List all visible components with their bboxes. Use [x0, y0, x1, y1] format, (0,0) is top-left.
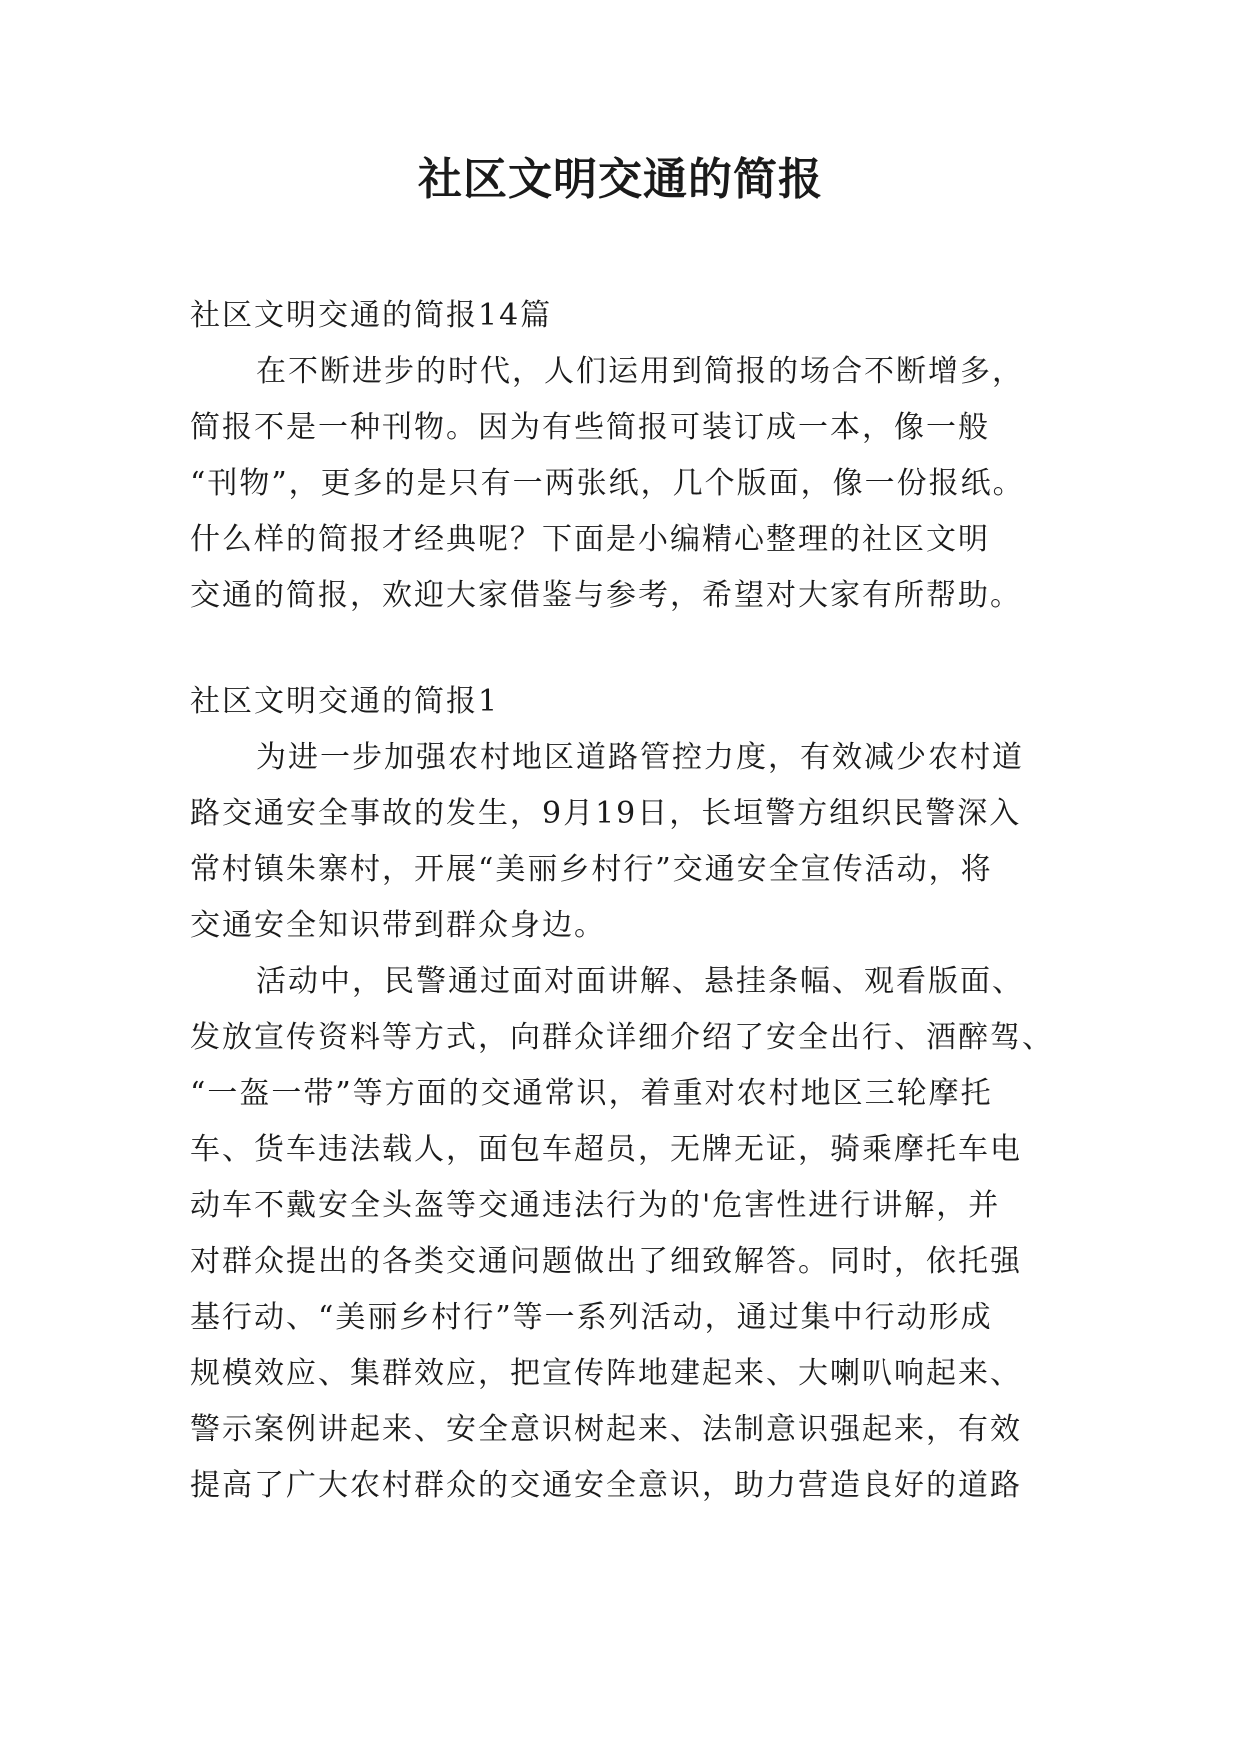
paragraph-line: 交通安全知识带到群众身边。	[190, 908, 606, 943]
intro-line: 简报不是一种刊物。因为有些简报可装订成一本，像一般	[190, 410, 990, 445]
paragraph-line: 基行动、“美丽乡村行”等一系列活动，通过集中行动形成	[190, 1300, 993, 1335]
paragraph-line: 发放宣传资料等方式，向群众详细介绍了安全出行、酒醉驾、	[190, 1020, 1054, 1055]
paragraph-line: 车、货车违法载人，面包车超员，无牌无证，骑乘摩托车电	[190, 1132, 1022, 1167]
intro-paragraph-cont	[190, 400, 1070, 624]
intro-line: 交通的简报，欢迎大家借鉴与参考，希望对大家有所帮助。	[190, 578, 1022, 613]
paragraph-line: 提高了广大农村群众的交通安全意识，助力营造良好的道路	[190, 1468, 1022, 1503]
section-heading: 社区文明交通的简报1	[190, 684, 500, 719]
paragraph-line: “一盔一带”等方面的交通常识，着重对农村地区三轮摩托	[190, 1076, 993, 1111]
intro-paragraph	[190, 344, 1070, 400]
section-paragraph-1-cont	[190, 786, 1070, 954]
intro-line: 在不断进步的时代，人们运用到简报的场合不断增多，	[256, 354, 1024, 389]
section-paragraph-2	[190, 954, 1070, 1010]
paragraph-line: 规模效应、集群效应，把宣传阵地建起来、大喇叭响起来、	[190, 1356, 1022, 1391]
paragraph-line: 活动中，民警通过面对面讲解、悬挂条幅、观看版面、	[256, 964, 1024, 999]
section-paragraph-2-cont	[190, 1010, 1070, 1514]
document-body	[190, 288, 1070, 1514]
intro-line: 什么样的简报才经典呢？下面是小编精心整理的社区文明	[190, 522, 990, 557]
paragraph-line: 常村镇朱寨村，开展“美丽乡村行”交通安全宣传活动，将	[190, 852, 993, 887]
section-paragraph-1	[190, 730, 1070, 786]
intro-line: “刊物”，更多的是只有一两张纸，几个版面，像一份报纸。	[190, 466, 1025, 501]
paragraph-line: 路交通安全事故的发生，9月19日，长垣警方组织民警深入	[190, 796, 1022, 831]
paragraph-line: 为进一步加强农村地区道路管控力度，有效减少农村道	[256, 740, 1024, 775]
paragraph-line: 警示案例讲起来、安全意识树起来、法制意识强起来，有效	[190, 1412, 1022, 1447]
document-subtitle: 社区文明交通的简报14篇	[190, 298, 553, 333]
document-title: 社区文明交通的简报	[418, 154, 823, 205]
paragraph-line: 动车不戴安全头盔等交通违法行为的'危害性进行讲解，并	[190, 1188, 1001, 1223]
section-spacer	[190, 624, 1070, 674]
paragraph-line: 对群众提出的各类交通问题做出了细致解答。同时，依托强	[190, 1244, 1022, 1279]
